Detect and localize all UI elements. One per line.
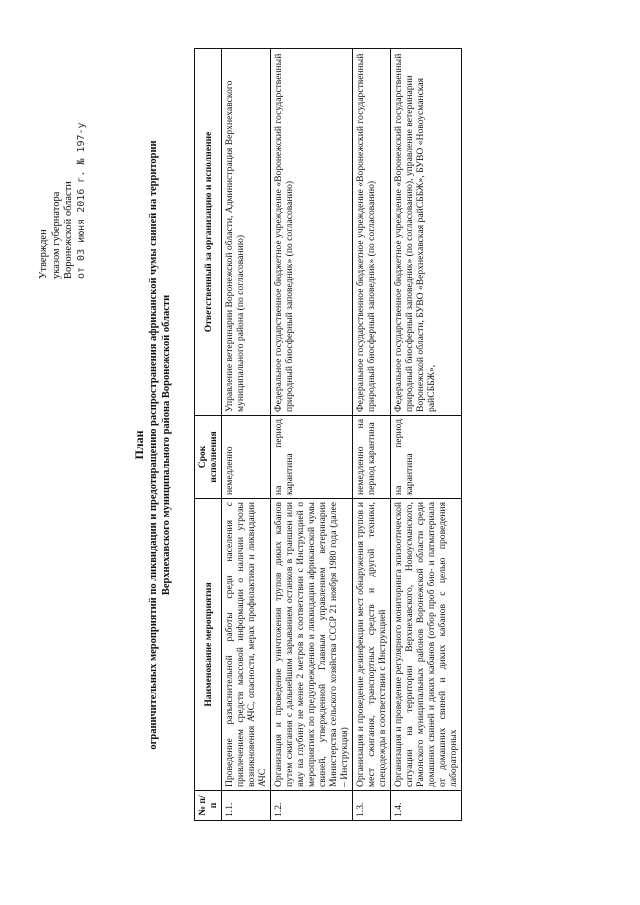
row-number: 1.4. xyxy=(391,791,462,821)
header-name: Наименование мероприятия xyxy=(195,499,222,791)
row-number: 1.2. xyxy=(271,791,353,821)
plan-subtitle-line-1: ограничительных мероприятий по ликвидации и предотвращению распространения африканской чумы свиней на территории xyxy=(148,140,159,750)
header-no: № п/п xyxy=(195,791,222,821)
approval-line-1: Утвержден xyxy=(38,229,49,279)
measure-name: Организация и проведение регулярного мониторинга эпизоотической ситуации на территории Верхнехавского, Новоусманского, Рамонского муниципальных районов Воронежской области среди домашних свиней и диких кабанов (отбор проб био- и патматериала от домашних свиней и диких кабанов с целью проведения лабораторных xyxy=(391,499,462,791)
table-row xyxy=(391,49,462,821)
approval-stamp xyxy=(38,29,88,279)
measure-term: на период карантина xyxy=(271,416,353,499)
measure-term: на период карантина xyxy=(391,416,462,499)
approval-line-3: Воронежской области xyxy=(63,181,74,279)
header-term: Срок исполнения xyxy=(195,416,222,499)
table-header-row xyxy=(195,49,222,821)
table-row xyxy=(222,49,271,821)
header-responsible: Ответственный за организацию и исполнение xyxy=(195,49,222,416)
measure-term: немедленно на период карантина xyxy=(353,416,391,499)
plan-subtitle-line-2: Верхнехавского муниципального района Воронежской области xyxy=(160,294,172,596)
measure-responsible: Федеральное государственное бюджетное учреждение «Воронежский государственный природный биосферный заповедник» (по согласованию) xyxy=(353,49,391,416)
measure-responsible: Федеральное государственное бюджетное учреждение «Воронежский государственный природный биосферный заповедник» (по согласованию) xyxy=(271,49,353,416)
plan-subtitle xyxy=(148,45,173,845)
measure-responsible: Федеральное государственное бюджетное учреждение «Воронежский государственный природный биосферный заповедник» (по согласованию), управление ветеринарии Воронежской области, БУВО «Верхнехавская райСББЖ», БУВО «Новоусманская райСББЖ», xyxy=(391,49,462,416)
measure-responsible: Управление ветеринарии Воронежской области, Администрация Верхнехавского муниципального района (по согласованию) xyxy=(222,49,271,416)
row-number: 1.3. xyxy=(353,791,391,821)
row-number: 1.1. xyxy=(222,791,271,821)
measure-name: Организация и проведение уничтожения трупов диких кабанов путем сжигания с дальнейшим зарыванием останков в траншеи или яму на глубину не менее 2 метров в соответствии с Инструкцией о мероприятиях по предупреждению и ликвидации африканской чумы свиней, утвержденной Главным управлением ветеринарии Министерства сельского хозяйства СССР 21 ноября 1980 года (далее – Инструкция) xyxy=(271,499,353,791)
approval-date-number: от 03 июня 2016 г. № 197-у xyxy=(75,122,87,279)
table-row xyxy=(271,49,353,821)
table-row xyxy=(353,49,391,821)
measures-table xyxy=(194,48,462,821)
approval-line-2: указом губернатора xyxy=(50,191,62,279)
measure-term: немедленно xyxy=(222,416,271,499)
plan-title: План xyxy=(132,430,146,460)
measure-name: Организация и проведение дезинфекции мест обнаружения трупов и мест сжигания, транспортных средств и другой техники, спецодежды в соответствии с Инструкцией xyxy=(353,499,391,791)
measure-name: Проведение разъяснительной работы среди населения с привлечением средств массовой информации о наличии угрозы возникновения АЧС, опасности, мерах профилактики и ликвидации АЧС xyxy=(222,499,271,791)
